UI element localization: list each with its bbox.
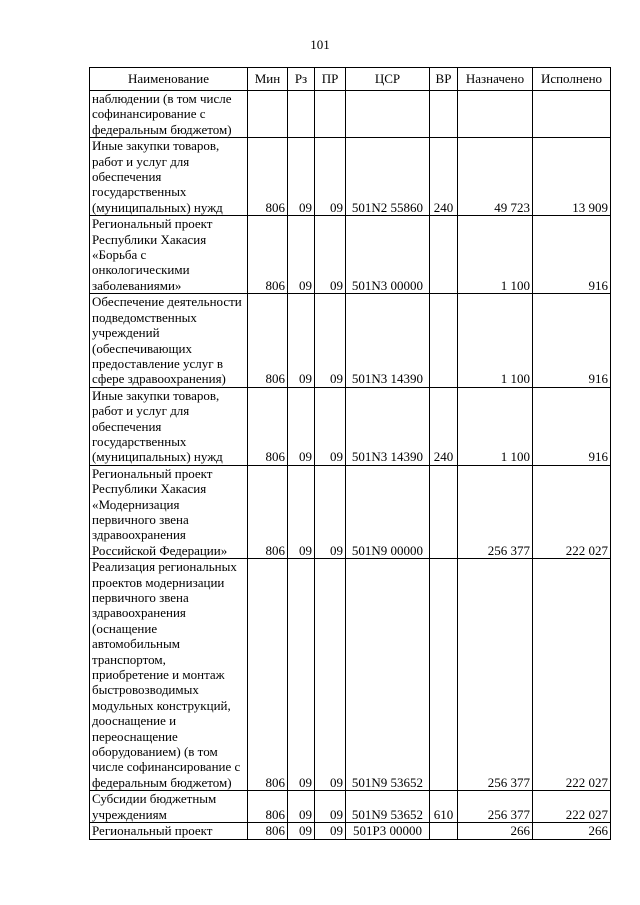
cell-pr: 09: [315, 791, 346, 823]
cell-executed: 266: [533, 823, 611, 839]
cell-assigned: [458, 91, 533, 138]
cell-assigned: 1 100: [458, 216, 533, 294]
cell-vr: [430, 294, 458, 387]
cell-name: Иные закупки товаров, работ и услуг для обеспечения государственных (муниципальных) нужд: [90, 138, 248, 216]
cell-min: 806: [248, 387, 288, 465]
cell-pr: 09: [315, 387, 346, 465]
cell-rz: 09: [288, 559, 315, 791]
cell-csr: 501N9 00000: [346, 465, 430, 558]
cell-min: 806: [248, 216, 288, 294]
page-number: 101: [310, 37, 330, 52]
column-header-executed: Исполнено: [533, 68, 611, 91]
table-row: [90, 216, 611, 294]
cell-pr: 09: [315, 465, 346, 558]
cell-csr: [346, 91, 430, 138]
cell-min: 806: [248, 559, 288, 791]
cell-csr: 501N2 55860: [346, 138, 430, 216]
cell-csr: 501N9 53652: [346, 559, 430, 791]
cell-name: наблюдении (в том числе софинансирование с федеральным бюджетом): [90, 91, 248, 138]
cell-min: 806: [248, 465, 288, 558]
cell-rz: 09: [288, 294, 315, 387]
cell-rz: 09: [288, 138, 315, 216]
cell-name: Субсидии бюджетным учреждениям: [90, 791, 248, 823]
cell-min: 806: [248, 791, 288, 823]
cell-vr: [430, 559, 458, 791]
cell-pr: [315, 91, 346, 138]
cell-min: [248, 91, 288, 138]
cell-name: Региональный проект Республики Хакасия «Борьба с онкологическими заболеваниями»: [90, 216, 248, 294]
cell-csr: 501N3 00000: [346, 216, 430, 294]
cell-rz: 09: [288, 387, 315, 465]
cell-assigned: 256 377: [458, 465, 533, 558]
column-header-min: Мин: [248, 68, 288, 91]
cell-pr: 09: [315, 138, 346, 216]
budget-table: [89, 67, 611, 840]
cell-executed: 916: [533, 216, 611, 294]
cell-rz: 09: [288, 216, 315, 294]
table-row: [90, 138, 611, 216]
cell-executed: 222 027: [533, 465, 611, 558]
cell-executed: 916: [533, 387, 611, 465]
table-row: [90, 294, 611, 387]
cell-pr: 09: [315, 294, 346, 387]
column-header-vr: ВР: [430, 68, 458, 91]
cell-executed: 13 909: [533, 138, 611, 216]
cell-vr: [430, 465, 458, 558]
cell-pr: 09: [315, 823, 346, 839]
table-header-row: [90, 68, 611, 91]
table-row: [90, 791, 611, 823]
cell-rz: 09: [288, 465, 315, 558]
cell-assigned: 1 100: [458, 294, 533, 387]
table-row: [90, 823, 611, 839]
cell-csr: 501P3 00000: [346, 823, 430, 839]
column-header-pr: ПР: [315, 68, 346, 91]
cell-min: 806: [248, 294, 288, 387]
cell-executed: [533, 91, 611, 138]
cell-executed: 222 027: [533, 559, 611, 791]
cell-executed: 916: [533, 294, 611, 387]
cell-vr: [430, 216, 458, 294]
cell-vr: [430, 91, 458, 138]
cell-name: Обеспечение деятельности подведомственных учреждений (обеспечивающих предоставление услуг в сфере здравоохранения): [90, 294, 248, 387]
table-row: [90, 465, 611, 558]
cell-pr: 09: [315, 216, 346, 294]
column-header-rz: Рз: [288, 68, 315, 91]
cell-name: Иные закупки товаров, работ и услуг для обеспечения государственных (муниципальных) нужд: [90, 387, 248, 465]
cell-csr: 501N3 14390: [346, 294, 430, 387]
cell-csr: 501N9 53652: [346, 791, 430, 823]
cell-rz: 09: [288, 823, 315, 839]
cell-min: 806: [248, 138, 288, 216]
cell-rz: 09: [288, 791, 315, 823]
cell-assigned: 256 377: [458, 559, 533, 791]
column-header-csr: ЦСР: [346, 68, 430, 91]
cell-assigned: 266: [458, 823, 533, 839]
cell-rz: [288, 91, 315, 138]
cell-vr: 240: [430, 138, 458, 216]
cell-name: Региональный проект Республики Хакасия «Модернизация первичного звена здравоохранения Российской Федерации»: [90, 465, 248, 558]
table-row: [90, 387, 611, 465]
cell-assigned: 256 377: [458, 791, 533, 823]
cell-min: 806: [248, 823, 288, 839]
column-header-name: Наименование: [90, 68, 248, 91]
cell-vr: 610: [430, 791, 458, 823]
cell-name: Региональный проект: [90, 823, 248, 839]
cell-name: Реализация региональных проектов модернизации первичного звена здравоохранения (оснащение автомобильным транспортом, приобретение и монтаж быстровозводимых модульных конструкций, дооснащение и переоснащение оборудованием) (в том числе софинансирование с федеральным бюджетом): [90, 559, 248, 791]
cell-vr: [430, 823, 458, 839]
cell-csr: 501N3 14390: [346, 387, 430, 465]
table-row: [90, 559, 611, 791]
table-row: [90, 91, 611, 138]
cell-assigned: 1 100: [458, 387, 533, 465]
cell-vr: 240: [430, 387, 458, 465]
cell-pr: 09: [315, 559, 346, 791]
column-header-assigned: Назначено: [458, 68, 533, 91]
cell-assigned: 49 723: [458, 138, 533, 216]
cell-executed: 222 027: [533, 791, 611, 823]
